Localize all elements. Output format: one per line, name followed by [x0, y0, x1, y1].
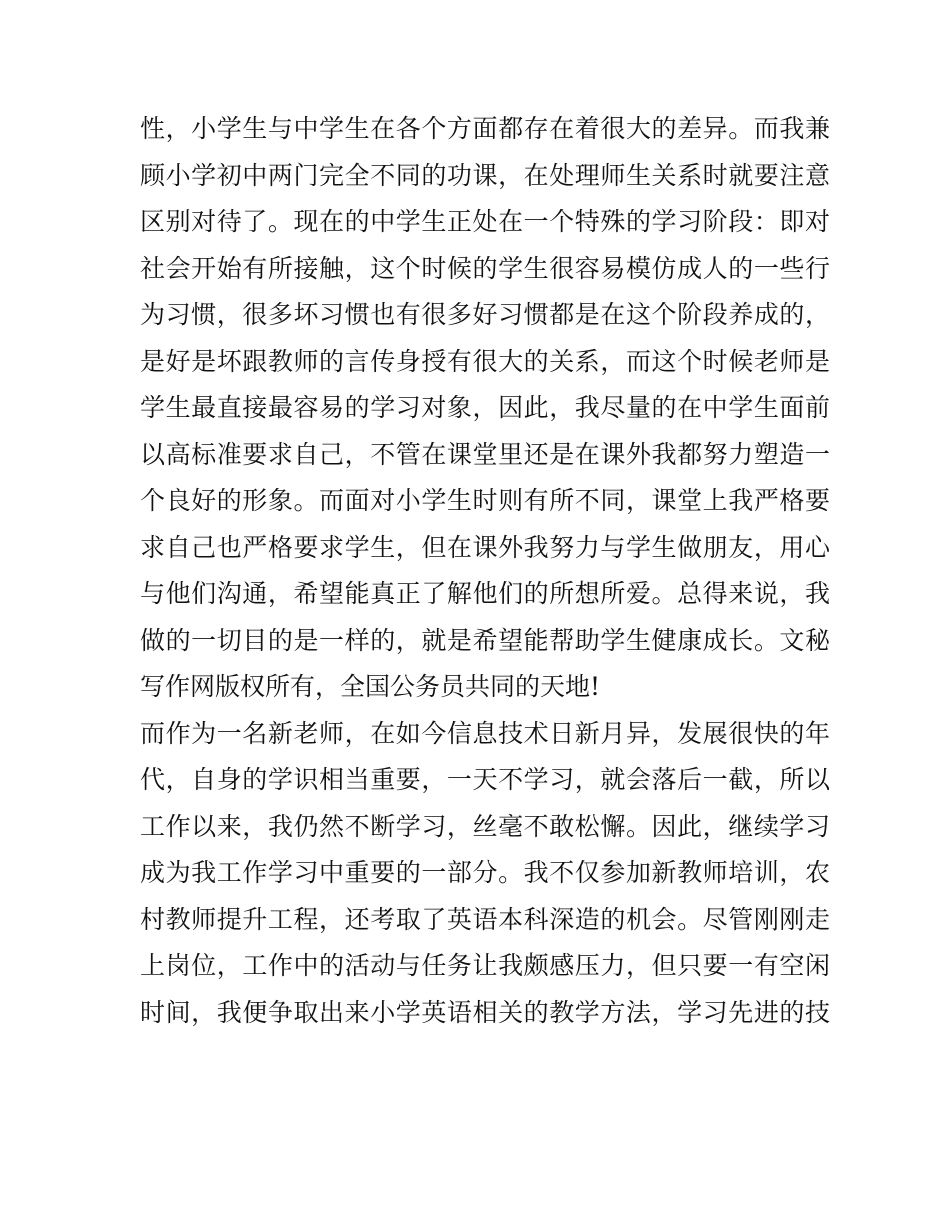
text-line-16: 工作以来，我仍然不断学习，丝毫不敢松懈。因此，继续学习	[140, 811, 830, 841]
text-line-7: 学生最直接最容易的学习对象，因此，我尽量的在中学生面前	[140, 393, 830, 422]
body-text	[140, 106, 830, 1036]
text-line-13: 写作网版权所有，全国公务员共同的天地!	[140, 672, 601, 701]
text-line-1: 性，小学生与中学生在各个方面都存在着很大的差异。而我兼	[140, 114, 830, 143]
text-line-3: 区别对待了。现在的中学生正处在一个特殊的学习阶段：即对	[140, 207, 830, 236]
text-line-8: 以高标准要求自己，不管在课堂里还是在课外我都努力塑造一	[140, 439, 830, 469]
text-line-19: 上岗位，工作中的活动与任务让我颇感压力，但只要一有空闲	[140, 951, 830, 980]
text-line-9: 个良好的形象。而面对小学生时则有所不同，课堂上我严格要	[140, 486, 830, 515]
text-line-5: 为习惯，很多坏习惯也有很多好习惯都是在这个阶段养成的，	[140, 300, 830, 329]
text-line-20: 时间，我便争取出来小学英语相关的教学方法，学习先进的技	[140, 997, 830, 1027]
text-line-12: 做的一切目的是一样的，就是希望能帮助学生健康成长。文秘	[140, 625, 830, 655]
text-line-10: 求自己也严格要求学生，但在课外我努力与学生做朋友，用心	[140, 532, 830, 562]
text-line-2: 顾小学初中两门完全不同的功课，在处理师生关系时就要注意	[140, 160, 830, 190]
text-line-11: 与他们沟通，希望能真正了解他们的所想所爱。总得来说，我	[140, 579, 830, 608]
text-line-4: 社会开始有所接触，这个时候的学生很容易模仿成人的一些行	[140, 253, 830, 283]
text-line-14: 而作为一名新老师，在如今信息技术日新月异，发展很快的年	[140, 718, 830, 748]
text-line-6: 是好是坏跟教师的言传身授有很大的关系，而这个时候老师是	[140, 346, 830, 376]
text-line-17: 成为我工作学习中重要的一部分。我不仅参加新教师培训，农	[140, 858, 830, 887]
text-line-18: 村教师提升工程，还考取了英语本科深造的机会。尽管刚刚走	[140, 904, 830, 934]
text-line-15: 代，自身的学识相当重要，一天不学习，就会落后一截，所以	[140, 765, 830, 794]
